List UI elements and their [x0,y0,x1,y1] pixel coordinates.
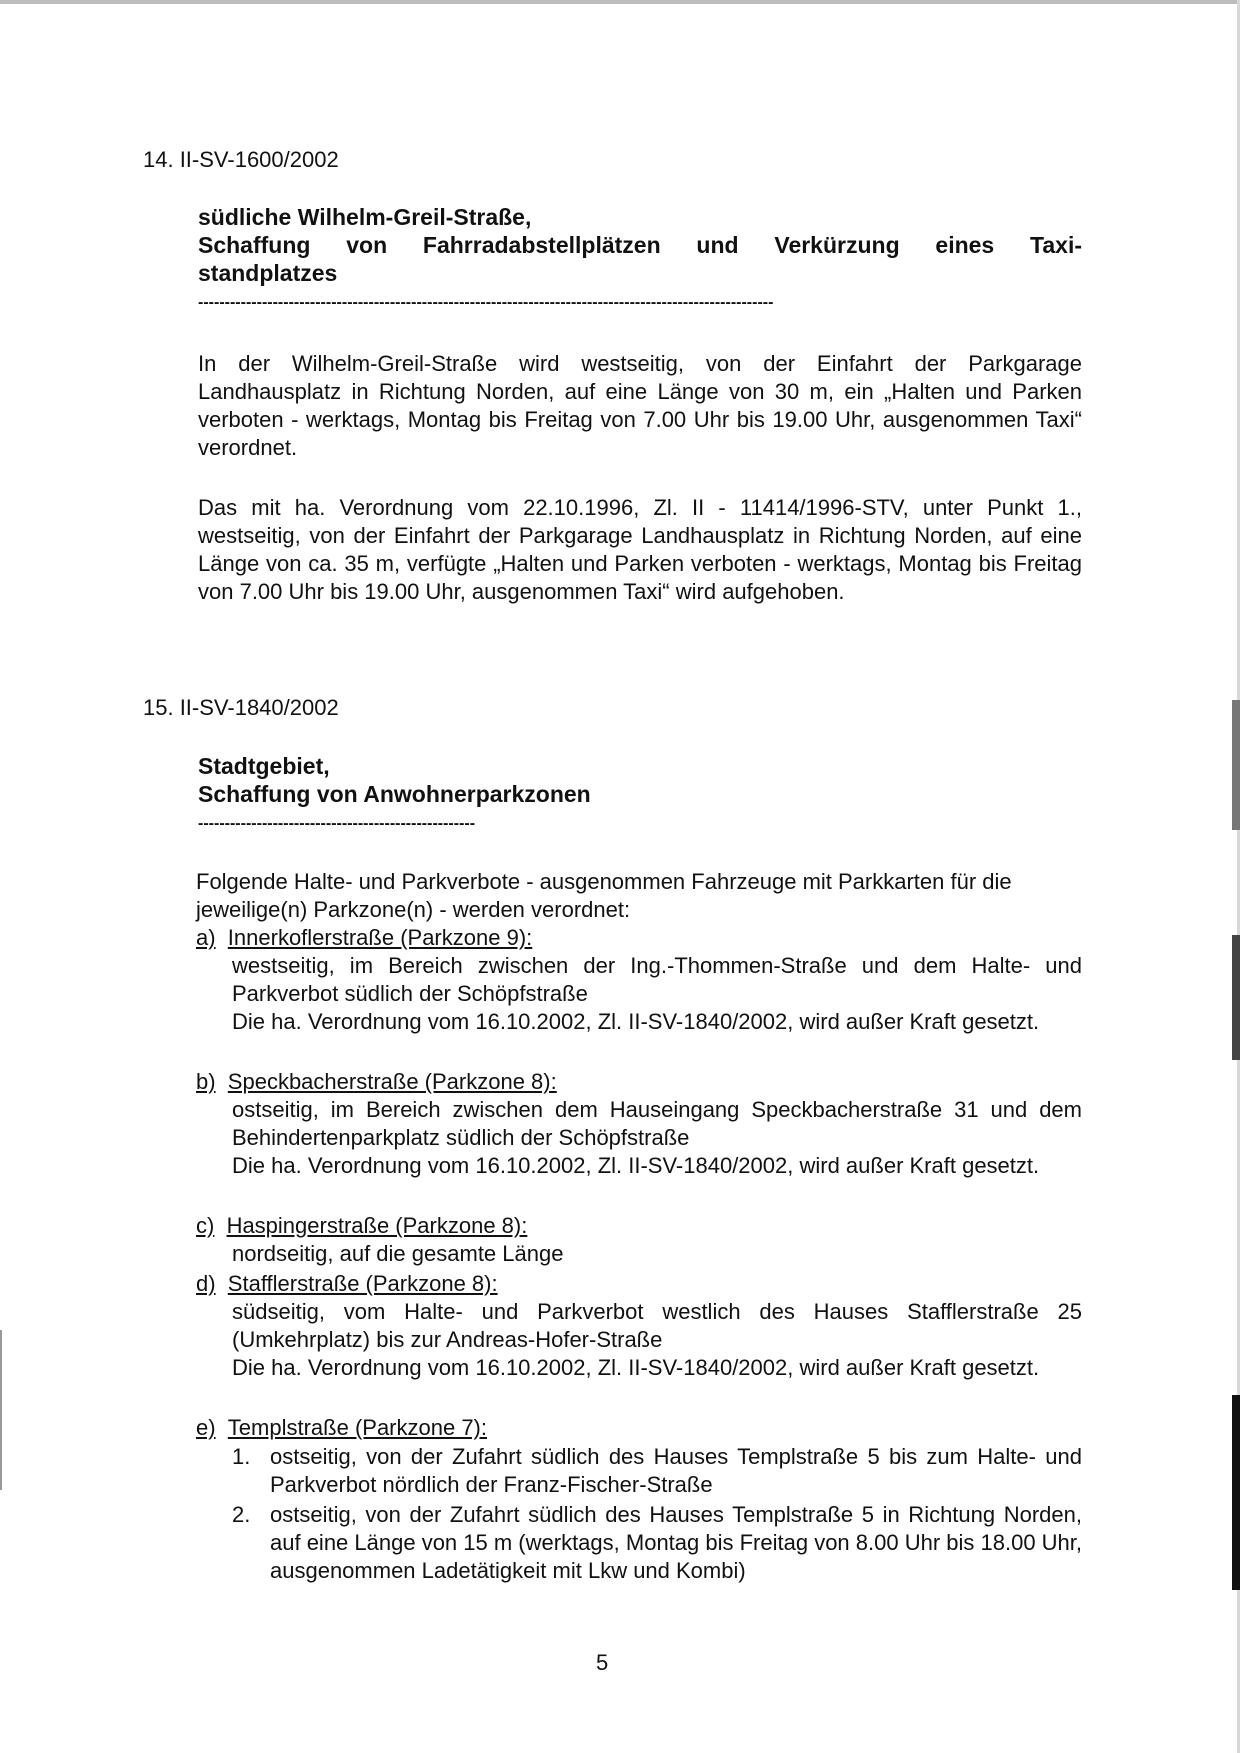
section-14-paragraph-1: In der Wilhelm-Greil-Straße wird westseitig, von der Einfahrt der Parkgarage Landhausplatz in Richtung Norden, auf eine Länge von 30 m, ein „Halten und Parken verboten - werktags, Montag bis Freitag von 7.00 Uhr bis 19.00 Uhr, ausgenommen Taxi“ verordnet. [198,351,1082,460]
section-14-paragraph-2: Das mit ha. Verordnung vom 22.10.1996, Zl. II - 11414/1996-STV, unter Punkt 1., westseitig, von der Einfahrt der Parkgarage Landhausplatz in Richtung Norden, auf eine Länge von ca. 35 m, verfügte „Halten und Parken verboten - werktags, Montag bis Freitag von 7.00 Uhr bis 19.00 Uhr, ausgenommen Taxi“ wird aufgehoben. [198,495,1082,604]
list-item-b-text-2: Die ha. Verordnung vom 16.10.2002, Zl. II-SV-1840/2002, wird außer Kraft gesetzt. [232,1153,1040,1178]
sub-item-number: 1. [232,1444,251,1469]
scan-edge-mark [0,1330,2,1490]
scan-edge-mark [1232,1395,1240,1590]
list-item-d-label [196,1270,498,1298]
scan-top-edge [0,0,1240,4]
list-item-b-label [196,1068,557,1096]
section-15-title-line2: Schaffung von Anwohnerparkzonen [198,781,591,807]
list-item-letter: a) [196,925,216,950]
list-item-c-text-1: nordseitig, auf die gesamte Länge [232,1241,564,1266]
list-item-b-text-1: ostseitig, im Bereich zwischen dem Hauseingang Speckbacherstraße 31 und dem Behindertenparkplatz südlich der Schöpfstraße [232,1097,1082,1150]
section-15-dash-rule: ---------------------------------------------------- [198,815,476,832]
list-item-a-label [196,924,532,952]
section-14-title-line3: standplatzes [198,260,338,286]
list-item-c-label [196,1212,527,1240]
list-item-e-label [196,1414,487,1442]
street-label: Innerkoflerstraße (Parkzone 9): [227,925,533,950]
list-item-letter: c) [196,1213,215,1238]
sub-item-text: ostseitig, von der Zufahrt südlich des Hauses Templstraße 5 in Richtung Norden, auf eine Länge von 15 m (werktags, Montag bis Freitag von 8.00 Uhr bis 18.00 Uhr, ausgenommen Ladetätigkeit mit Lkw und Kombi) [270,1502,1083,1583]
section-15-title [198,752,1082,834]
section-15-title-line1: Stadtgebiet, [198,753,330,779]
list-item-d-text-2: Die ha. Verordnung vom 16.10.2002, Zl. II-SV-1840/2002, wird außer Kraft gesetzt. [232,1355,1040,1380]
scan-edge-mark [1232,700,1240,830]
list-item-a-text-1: westseitig, im Bereich zwischen der Ing.-Thommen-Straße und dem Halte- und Parkverbot südlich der Schöpfstraße [232,953,1082,1006]
list-item-letter: d) [196,1271,216,1296]
list-item-letter: e) [196,1415,216,1440]
section-15-heading: 15. II-SV-1840/2002 [143,695,339,720]
sub-item-number: 2. [232,1502,251,1527]
page-number: 5 [596,1650,609,1675]
street-label: Templstraße (Parkzone 7): [227,1415,487,1440]
section-14-heading: 14. II-SV-1600/2002 [143,147,339,172]
scan-edge-mark [1232,935,1240,1060]
list-item-d-text-1: südseitig, vom Halte- und Parkverbot westlich des Hauses Stafflerstraße 25 (Umkehrplatz) bis zur Andreas-Hofer-Straße [232,1299,1082,1352]
section-14-title [198,203,1082,313]
section-14-title-line2: Schaffung von Fahrradabstellplätzen und Verkürzung eines Taxi- [198,232,1082,258]
list-item-a-text-2: Die ha. Verordnung vom 16.10.2002, Zl. II-SV-1840/2002, wird außer Kraft gesetzt. [232,1009,1040,1034]
list-item-letter: b) [196,1069,216,1094]
street-label: Haspingerstraße (Parkzone 8): [226,1213,528,1238]
section-15-intro: Folgende Halte- und Parkverbote - ausgenommen Fahrzeuge mit Parkkarten für die jeweilige(n) Parkzone(n) - werden verordnet: [196,869,1012,922]
street-label: Stafflerstraße (Parkzone 8): [227,1271,498,1296]
section-14-title-line1: südliche Wilhelm-Greil-Straße, [198,204,532,230]
sub-item-text: ostseitig, von der Zufahrt südlich des Hauses Templstraße 5 bis zum Halte- und Parkverbot nördlich der Franz-Fischer-Straße [270,1444,1082,1497]
street-label: Speckbacherstraße (Parkzone 8): [227,1069,557,1094]
section-14-dash-rule: ------------------------------------------------------------------------------------------------------------ [198,294,774,311]
